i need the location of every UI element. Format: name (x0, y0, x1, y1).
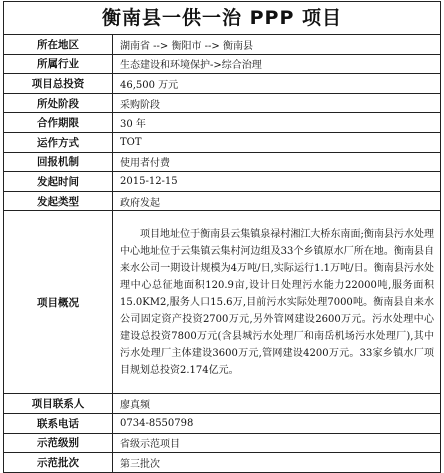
row-overview (4, 211, 441, 394)
value-region: 湖南省 --> 衡阳市 --> 衡南县 (113, 35, 441, 55)
label-demo-batch: 示范批次 (4, 453, 113, 473)
label-total-investment: 项目总投资 (4, 74, 113, 94)
page-title: 衡南县一供一治 PPP 项目 (3, 1, 441, 34)
value-term: 30 年 (113, 113, 441, 133)
value-total-investment: 46,500 万元 (113, 74, 441, 94)
label-return-mechanism: 回报机制 (4, 152, 113, 172)
row-region (4, 35, 441, 55)
label-launch-type: 发起类型 (4, 191, 113, 211)
label-launch-date: 发起时间 (4, 172, 113, 192)
row-return-mechanism (4, 152, 441, 172)
row-industry (4, 54, 441, 74)
value-return-mechanism: 使用者付费 (113, 152, 441, 172)
value-overview: 项目地址位于衡南县云集镇泉禄村湘江大桥东南面;衡南县污水处理中心地址位于云集镇云集村河边组及33个乡镇原水厂所在地。衡南县自来水公司一期设计规模为4万吨/日,实际运行1.1万吨/日。衡南县污水处理中心总征地面积120.9亩,设计日处理污水能力22000吨,服务面积15.0KM2,服务人口15.6万,目前污水实际处理7000吨。衡南县自来水公司固定资产投资2700万元,另外管网建设2600万元。污水处理中心建设总投资7800万元(含县城污水处理厂和南岳机场污水处理厂),其中污水处理厂主体建设3600万元,管网建设4200万元。33家乡镇水厂项目规划总投资2.174亿元。 (113, 211, 441, 394)
value-demo-level: 省级示范项目 (113, 433, 441, 453)
row-stage (4, 93, 441, 113)
label-contact-person: 项目联系人 (4, 394, 113, 414)
value-stage: 采购阶段 (113, 93, 441, 113)
label-stage: 所处阶段 (4, 93, 113, 113)
value-contact-person: 廖真频 (113, 394, 441, 414)
label-industry: 所属行业 (4, 54, 113, 74)
value-industry: 生态建设和环境保护->综合治理 (113, 54, 441, 74)
row-phone (4, 413, 441, 433)
value-demo-batch: 第三批次 (113, 453, 441, 473)
row-contact-person (4, 394, 441, 414)
label-demo-level: 示范级别 (4, 433, 113, 453)
value-phone: 0734-8550798 (113, 413, 441, 433)
label-phone: 联系电话 (4, 413, 113, 433)
row-launch-type (4, 191, 441, 211)
label-overview: 项目概况 (4, 211, 113, 394)
value-launch-type: 政府发起 (113, 191, 441, 211)
row-demo-level (4, 433, 441, 453)
label-term: 合作期限 (4, 113, 113, 133)
value-operation-mode: TOT (113, 132, 441, 152)
value-launch-date: 2015-12-15 (113, 172, 441, 192)
row-term (4, 113, 441, 133)
label-region: 所在地区 (4, 35, 113, 55)
project-info-table (3, 34, 441, 473)
row-launch-date (4, 172, 441, 192)
project-sheet (3, 1, 441, 471)
row-demo-batch (4, 453, 441, 473)
label-operation-mode: 运作方式 (4, 132, 113, 152)
row-total-investment (4, 74, 441, 94)
row-operation-mode (4, 132, 441, 152)
